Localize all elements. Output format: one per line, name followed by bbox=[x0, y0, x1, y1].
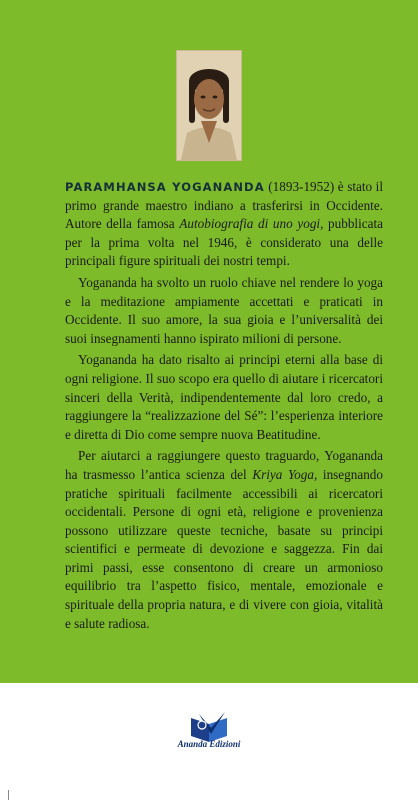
bio-paragraph-1 bbox=[65, 178, 383, 271]
kriya-yoga-term: Kriya Yoga bbox=[252, 466, 314, 482]
author-portrait bbox=[176, 50, 242, 161]
author-name: PARAMHANSA YOGANANDA bbox=[65, 180, 265, 194]
trim-mark bbox=[8, 790, 9, 800]
bio-text-span: , insegnando pratiche spirituali facilmente accessibili ai ricercatori occidentali. Persone di ogni età, religione e provenienza possono utilizzare queste tecniche, basate su principi scientifici e permeate di devozione e saggezza. Fin dai primi passi, esse consentono di creare un armonioso equilibrio tra l’aspetto fisico, mentale, emozionale e spirituale della propria natura, e di vivere con gioia, vitalità e salute radiosa. bbox=[65, 466, 383, 631]
bio-paragraph-3: Yogananda ha dato risalto ai principi eterni alla base di ogni religione. Il suo scopo era quello di aiutare i ricercatori sinceri della Verità, indipendentemente dal loro credo, a raggiungere la “realizzazione del Sé”: l’esperienza interiore e diretta di Dio come sempre nuova Beatitudine. bbox=[65, 352, 383, 442]
bio-paragraph-2: Yogananda ha svolto un ruolo chiave nel rendere lo yoga e la meditazione ampiamente accettati e praticati in Occidente. Il suo amore, la sua gioia e l’universalità dei suoi insegnamenti hanno ispirato milioni di persone. bbox=[65, 274, 383, 346]
biography-text bbox=[65, 178, 383, 636]
publisher-name: Ananda Edizioni bbox=[177, 739, 241, 749]
bio-paragraph-4 bbox=[65, 447, 383, 633]
bio-text-span: (1893-1952) è stato il primo grande maestro indiano a trasferirsi in Occidente. Autore della famosa bbox=[65, 179, 384, 232]
bio-text-span: , pubblicata per la prima volta nel 1946, è considerato una delle principali figure spirituali dei nostri tempi. bbox=[65, 216, 383, 269]
bio-text-span: Per aiutarci a raggiungere questo traguardo, Yogananda ha trasmesso l’antica scienza del bbox=[65, 448, 383, 482]
book-title: Autobiografia di uno yogi bbox=[179, 216, 321, 232]
